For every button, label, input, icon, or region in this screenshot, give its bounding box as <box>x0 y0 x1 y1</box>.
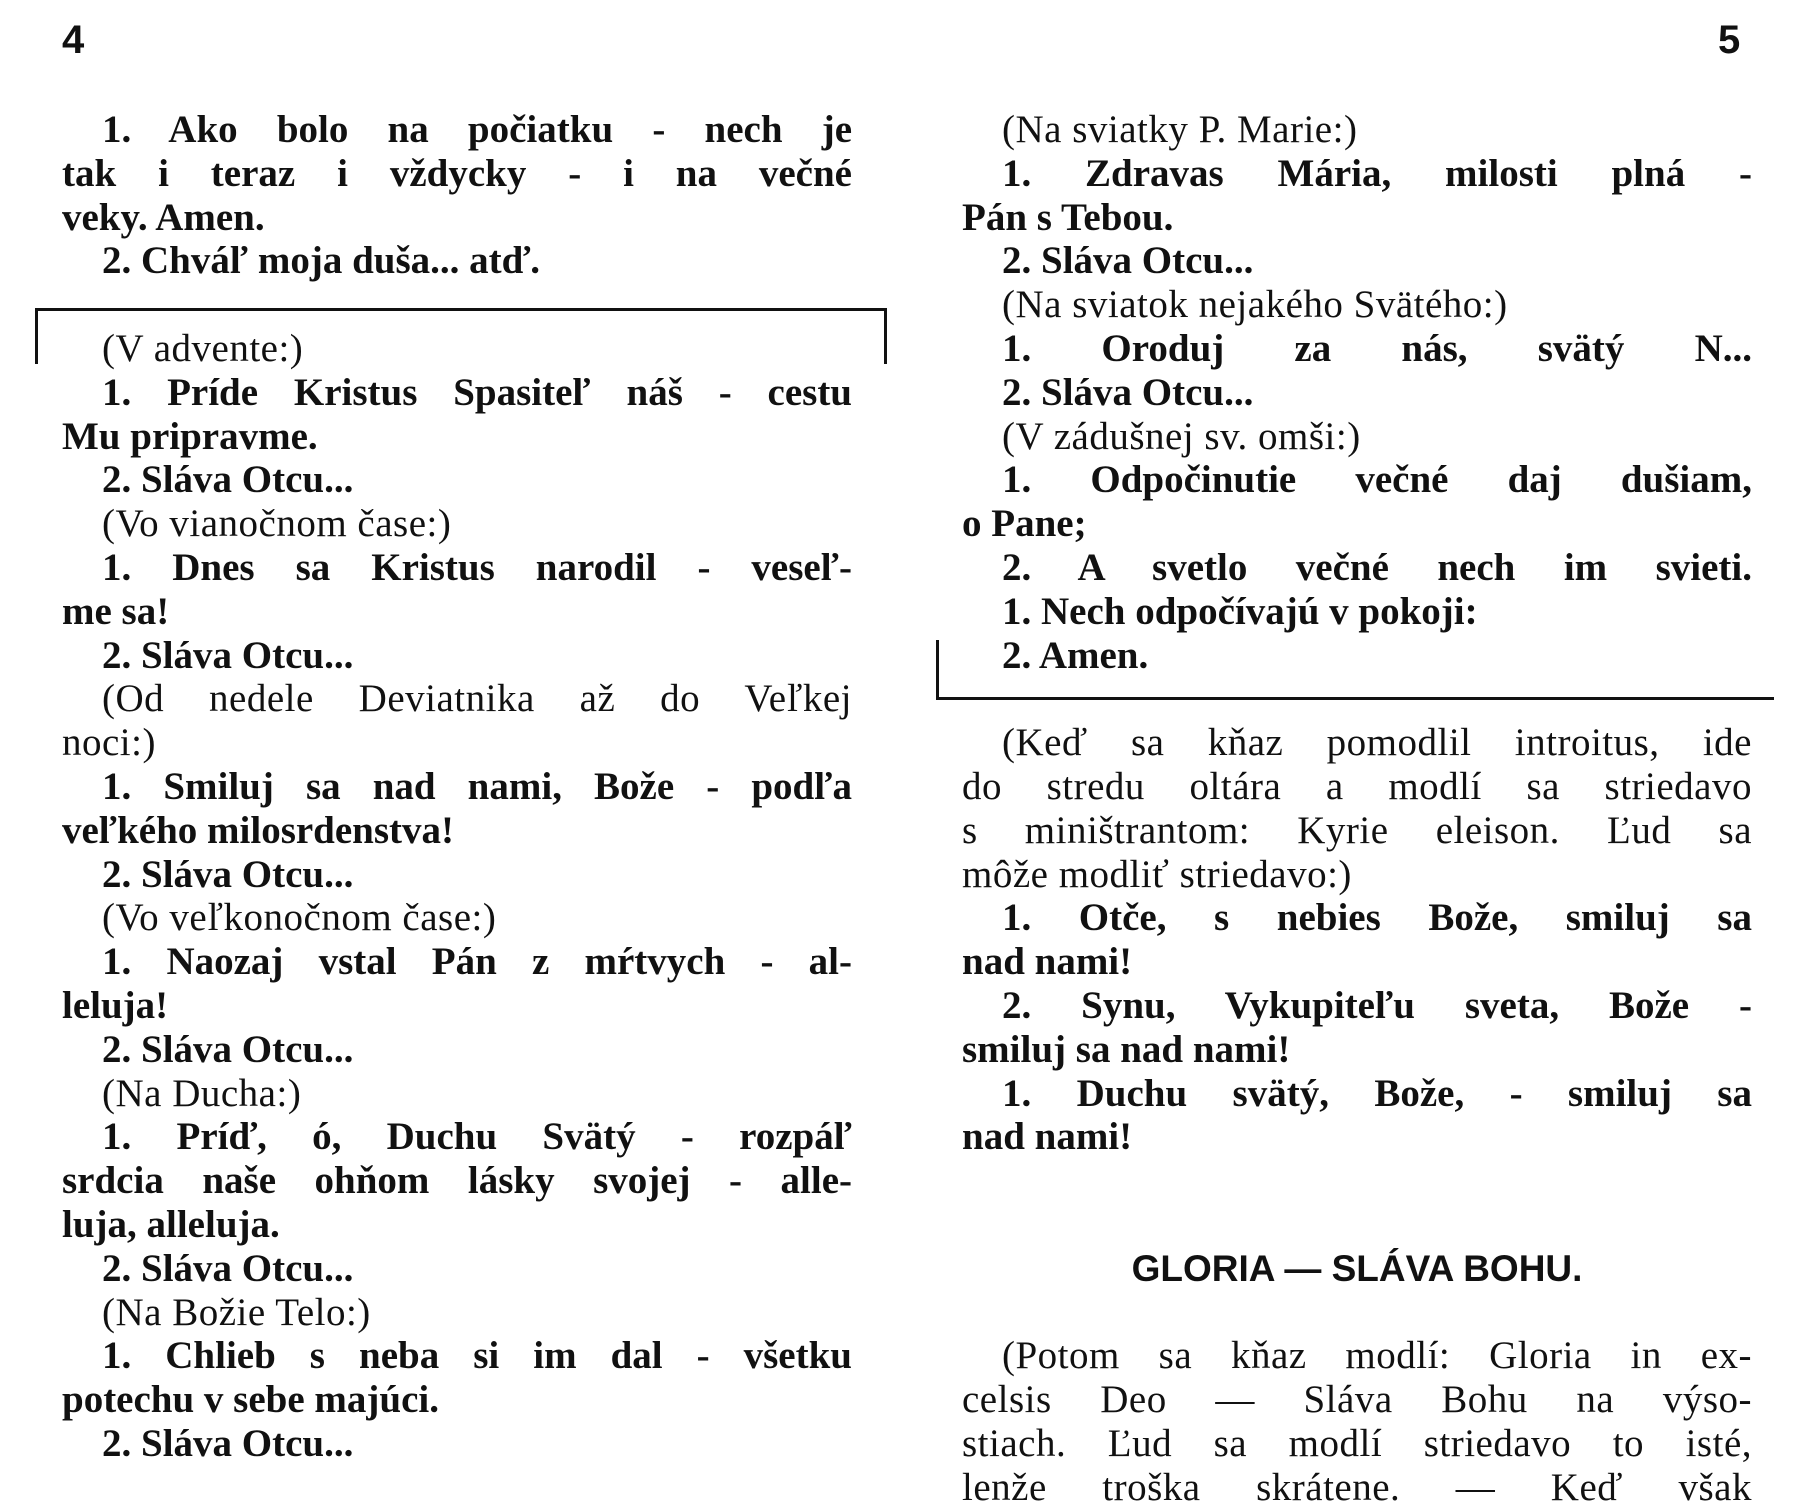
text-line: veky. Amen. <box>62 195 265 239</box>
text-line: 1. Chlieb s neba si im dal - všetku <box>102 1334 852 1378</box>
text-line: (Od nedele Deviatnika až do Veľkej <box>102 677 852 721</box>
text-line: 2. Sláva Otcu... <box>102 1246 354 1290</box>
right-page-column <box>962 108 1752 1510</box>
text-line: noci:) <box>62 721 156 765</box>
text-line: (Na sviatky P. Marie:) <box>1002 108 1358 151</box>
text-line: smiluj sa nad nami! <box>962 1027 1291 1071</box>
blank-line <box>962 1291 1752 1335</box>
text-line: (Vo vianočnom čase:) <box>102 502 452 546</box>
text-line: 1. Zdravas Mária, milosti plná - <box>1002 151 1752 195</box>
text-line: 2. Amen. <box>1002 633 1149 677</box>
left-separator-rule <box>35 308 887 311</box>
text-line: 1. Smiluj sa nad nami, Bože - podľa <box>102 764 852 808</box>
text-line: Mu pripravme. <box>62 414 318 458</box>
text-line: (Na sviatok nejakého Svätého:) <box>1002 283 1508 327</box>
text-line: o Pane; <box>962 502 1087 546</box>
text-line: 1. Oroduj za nás, svätý N... <box>1002 326 1752 370</box>
text-line: 1. Príď, ó, Duchu Svätý - rozpáľ <box>102 1115 852 1159</box>
right-separator-tick <box>936 640 939 698</box>
text-line: (V zádušnej sv. omši:) <box>1002 414 1361 458</box>
text-line: 1. Príde Kristus Spasiteľ náš - cestu <box>102 370 852 414</box>
text-line: môže modliť striedavo:) <box>962 852 1352 896</box>
text-line: 2. Sláva Otcu... <box>102 458 354 502</box>
text-line: 2. Sláva Otcu... <box>102 1421 354 1465</box>
text-line: veľkého milosrdenstva! <box>62 808 455 852</box>
text-line: 2. Synu, Vykupiteľu sveta, Bože - <box>1002 983 1752 1027</box>
left-separator-tick-right <box>884 308 887 364</box>
text-line: (Na Ducha:) <box>102 1071 302 1115</box>
text-line: (Vo veľkonočnom čase:) <box>102 896 497 940</box>
section-heading: GLORIA — SLÁVA BOHU. <box>1131 1247 1583 1289</box>
text-line: 2. Sláva Otcu... <box>1002 239 1254 283</box>
left-separator-tick-left <box>35 308 38 364</box>
text-line: nad nami! <box>962 1115 1133 1159</box>
text-line: 1. Nech odpočívajú v pokoji: <box>1002 589 1478 633</box>
text-line: nad nami! <box>962 940 1133 984</box>
text-line: 2. Sláva Otcu... <box>102 633 354 677</box>
text-line: srdcia naše ohňom lásky svojej - alle- <box>62 1159 852 1203</box>
text-line: 1. Duchu svätý, Bože, - smiluj sa <box>1002 1071 1752 1115</box>
text-line: 2. A svetlo večné nech im svieti. <box>1002 545 1752 589</box>
blank-line <box>962 1203 1752 1247</box>
text-line: celsis Deo — Sláva Bohu na výso- <box>962 1378 1752 1422</box>
text-line: s miništrantom: Kyrie eleison. Ľud sa <box>962 808 1752 852</box>
text-line: luja, alleluja. <box>62 1202 280 1246</box>
text-line: 1. Naozaj vstal Pán z mŕtvych - al- <box>102 940 852 984</box>
page-number-right: 5 <box>1718 18 1741 62</box>
text-line: 1. Ako bolo na počiatku - nech je <box>102 108 852 151</box>
text-line: me sa! <box>62 589 170 633</box>
text-line: 2. Sláva Otcu... <box>1002 370 1254 414</box>
text-line: (Potom sa kňaz modlí: Gloria in ex- <box>1002 1334 1752 1378</box>
text-line: 1. Otče, s nebies Bože, smiluj sa <box>1002 896 1752 940</box>
text-line: Pán s Tebou. <box>962 195 1174 239</box>
text-line: tak i teraz i vždycky - i na večné <box>62 151 852 195</box>
right-separator-rule <box>936 697 1774 700</box>
text-line: (V advente:) <box>102 326 304 370</box>
text-line: 2. Sláva Otcu... <box>102 852 354 896</box>
text-line: do stredu oltára a modlí sa striedavo <box>962 764 1752 808</box>
text-line: (Keď sa kňaz pomodlil introitus, ide <box>1002 721 1752 765</box>
text-line: leluja! <box>62 983 169 1027</box>
text-line: potechu v sebe majúci. <box>62 1378 439 1422</box>
text-line: lenže troška skrátene. — Keď však <box>962 1465 1752 1509</box>
text-line: 1. Dnes sa Kristus narodil - veseľ- <box>102 545 852 589</box>
text-line: 2. Sláva Otcu... <box>102 1027 354 1071</box>
blank-line <box>62 283 852 327</box>
blank-line <box>962 1159 1752 1203</box>
left-page-column <box>62 108 852 1466</box>
text-line: stiach. Ľud sa modlí striedavo to isté, <box>962 1421 1752 1465</box>
text-line: (Na Božie Telo:) <box>102 1290 371 1334</box>
text-line: 2. Chváľ moja duša... atď. <box>102 239 541 283</box>
text-line: 1. Odpočinutie večné daj dušiam, <box>1002 458 1752 502</box>
page-number-left: 4 <box>62 18 85 62</box>
